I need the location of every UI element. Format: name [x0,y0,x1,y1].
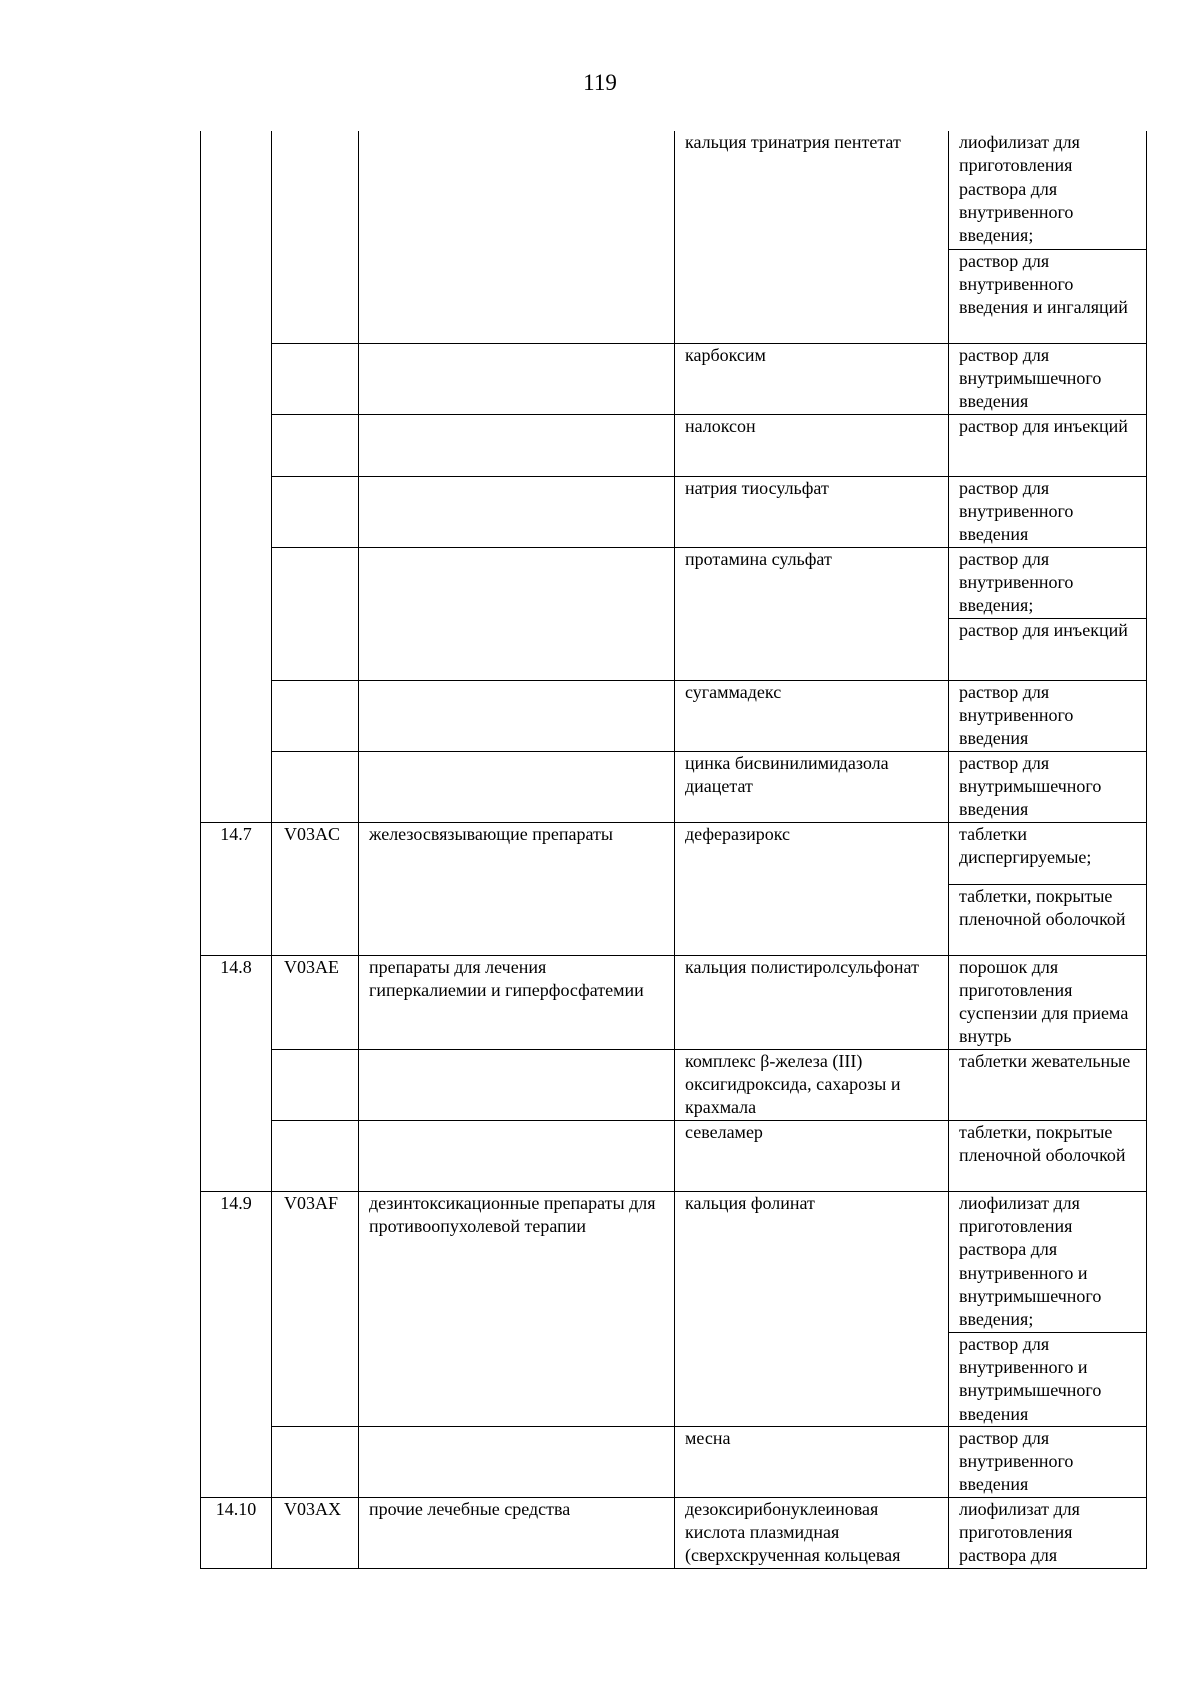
table-row [201,751,1147,822]
atc-code-cell [272,476,359,547]
dosage-form-cell: раствор для инъекций [949,414,1147,476]
drug-name-cell: кальция полистиролсульфонат [675,955,949,1049]
atc-code-cell [272,1049,359,1120]
drug-name-cell: месна [675,1426,949,1497]
section-number-cell [201,131,272,822]
drug-name-cell: цинка бисвинилимидазола диацетат [675,751,949,822]
group-name-cell [359,1049,675,1120]
section-number-cell: 14.7 [201,822,272,955]
group-name-cell [359,1426,675,1497]
group-name-cell: железосвязывающие препараты [359,822,675,955]
atc-code-cell [272,680,359,751]
table-row [201,680,1147,751]
drug-name-cell: натрия тиосульфат [675,476,949,547]
group-name-cell: препараты для лечения гиперкалиемии и гиперфосфатемии [359,955,675,1049]
group-name-cell [359,476,675,547]
table-row [201,1426,1147,1497]
drug-name-cell: кальция фолинат [675,1191,949,1426]
table-row [201,1120,1147,1191]
drug-name-cell: деферазирокс [675,822,949,955]
group-name-cell [359,680,675,751]
atc-code-cell: V03AC [272,822,359,955]
dosage-form-cell: лиофилизат для приготовления раствора для внутривенного введения; [949,131,1147,249]
dosage-form-cell: таблетки жевательные [949,1049,1147,1120]
group-name-cell [359,1120,675,1191]
dosage-form-cell: порошок для приготовления суспензии для приема внутрь [949,955,1147,1049]
dosage-form-cell: раствор для внутривенного введения [949,476,1147,547]
group-name-cell [359,343,675,414]
dosage-form-cell: раствор для внутримышечного введения [949,343,1147,414]
atc-code-cell: V03AF [272,1191,359,1426]
group-name-cell [359,131,675,343]
section-number-cell: 14.9 [201,1191,272,1497]
dosage-form-cell: таблетки диспергируемые; [949,822,1147,884]
group-name-cell [359,414,675,476]
table-row [201,822,1147,884]
section-number-cell: 14.10 [201,1497,272,1568]
table-row [201,131,1147,249]
table-row [201,343,1147,414]
dosage-form-cell: раствор для внутривенного введения [949,680,1147,751]
table-row [201,547,1147,618]
table-row [201,955,1147,1049]
atc-code-cell [272,751,359,822]
atc-code-cell [272,414,359,476]
atc-code-cell [272,1426,359,1497]
drug-name-cell: налоксон [675,414,949,476]
atc-code-cell [272,131,359,343]
atc-code-cell: V03AE [272,955,359,1049]
dosage-form-cell: лиофилизат для приготовления раствора для внутривенного и внутримышечного введения; [949,1191,1147,1332]
atc-code-cell [272,1120,359,1191]
dosage-form-cell: раствор для инъекций [949,618,1147,680]
group-name-cell: дезинтоксикационные препараты для противоопухолевой терапии [359,1191,675,1426]
drug-name-cell: комплекс β-железа (III) оксигидроксида, сахарозы и крахмала [675,1049,949,1120]
table-row [201,476,1147,547]
table-row [201,414,1147,476]
drug-name-cell: карбоксим [675,343,949,414]
section-number-cell: 14.8 [201,955,272,1191]
group-name-cell [359,547,675,680]
dosage-form-cell: таблетки, покрытые пленочной оболочкой [949,1120,1147,1191]
dosage-form-cell: раствор для внутривенного введения и ингаляций [949,249,1147,343]
table-row [201,1049,1147,1120]
group-name-cell: прочие лечебные средства [359,1497,675,1568]
dosage-form-cell: раствор для внутривенного и внутримышечного введения [949,1332,1147,1426]
drug-name-cell: дезоксирибонуклеиновая кислота плазмидная (сверхскрученная кольцевая [675,1497,949,1568]
drug-name-cell: кальция тринатрия пентетат [675,131,949,343]
medication-table [200,131,1147,1569]
drug-name-cell: севеламер [675,1120,949,1191]
atc-code-cell: V03AX [272,1497,359,1568]
page-number: 119 [583,70,617,95]
group-name-cell [359,751,675,822]
table-row [201,1497,1147,1568]
table-row [201,1191,1147,1332]
drug-name-cell: сугаммадекс [675,680,949,751]
atc-code-cell [272,343,359,414]
dosage-form-cell: лиофилизат для приготовления раствора для [949,1497,1147,1568]
dosage-form-cell: раствор для внутривенного введения [949,1426,1147,1497]
dosage-form-cell: раствор для внутривенного введения; [949,547,1147,618]
dosage-form-cell: таблетки, покрытые пленочной оболочкой [949,884,1147,955]
dosage-form-cell: раствор для внутримышечного введения [949,751,1147,822]
atc-code-cell [272,547,359,680]
drug-name-cell: протамина сульфат [675,547,949,680]
